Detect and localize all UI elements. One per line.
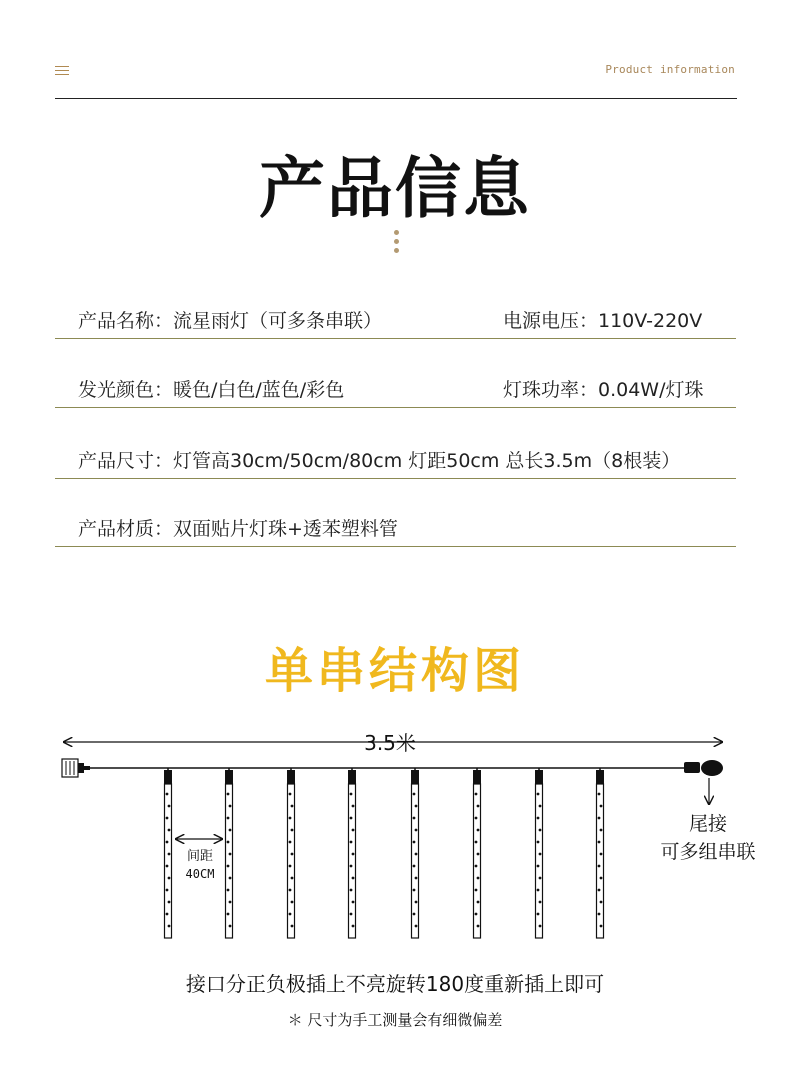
light-tube <box>596 768 604 938</box>
light-tube <box>348 768 356 938</box>
spacing-label-1: 间距 <box>186 849 214 864</box>
light-tube <box>164 768 172 938</box>
light-tube <box>473 768 481 938</box>
light-tube <box>411 768 419 938</box>
info-row-material <box>55 506 736 547</box>
tail-label-1: 尾接 <box>688 813 728 835</box>
header-label: Product information <box>605 63 735 76</box>
light-tube <box>225 768 233 938</box>
light-tube <box>287 768 295 938</box>
info-power: 灯珠功率：0.04W/灯珠 <box>503 379 704 401</box>
footnote-text: ＊ 尺寸为手工测量会有细微偏差 <box>287 1011 503 1029</box>
light-tube <box>535 768 543 938</box>
tail-connector <box>684 760 723 776</box>
length-label: 3.5米 <box>364 731 416 755</box>
plug-connector <box>62 759 90 777</box>
info-material: 产品材质：双面贴片灯珠+透苯塑料管 <box>78 518 398 540</box>
page-title: 产品信息 <box>259 150 531 227</box>
info-row-name <box>55 298 736 339</box>
page-header <box>55 60 737 99</box>
section-title: 单串结构图 <box>264 643 525 699</box>
tubes-group <box>164 768 604 938</box>
info-voltage: 电源电压：110V-220V <box>503 310 703 332</box>
info-row-color <box>55 367 736 408</box>
info-name: 产品名称：流星雨灯（可多条串联） <box>78 310 383 332</box>
spacing-label-2: 40CM <box>185 867 215 881</box>
tail-label-2: 可多组串联 <box>660 841 756 863</box>
notice-text: 接口分正负极插上不亮旋转180度重新插上即可 <box>185 972 605 996</box>
structure-diagram <box>0 720 790 950</box>
info-row-size <box>55 438 736 479</box>
info-size: 产品尺寸：灯管高30cm/50cm/80cm 灯距50cm 总长3.5m（8根装） <box>78 450 681 472</box>
info-color: 发光颜色：暖色/白色/蓝色/彩色 <box>78 379 345 401</box>
dots-divider-icon <box>394 230 400 257</box>
hamburger-icon[interactable] <box>55 66 69 75</box>
